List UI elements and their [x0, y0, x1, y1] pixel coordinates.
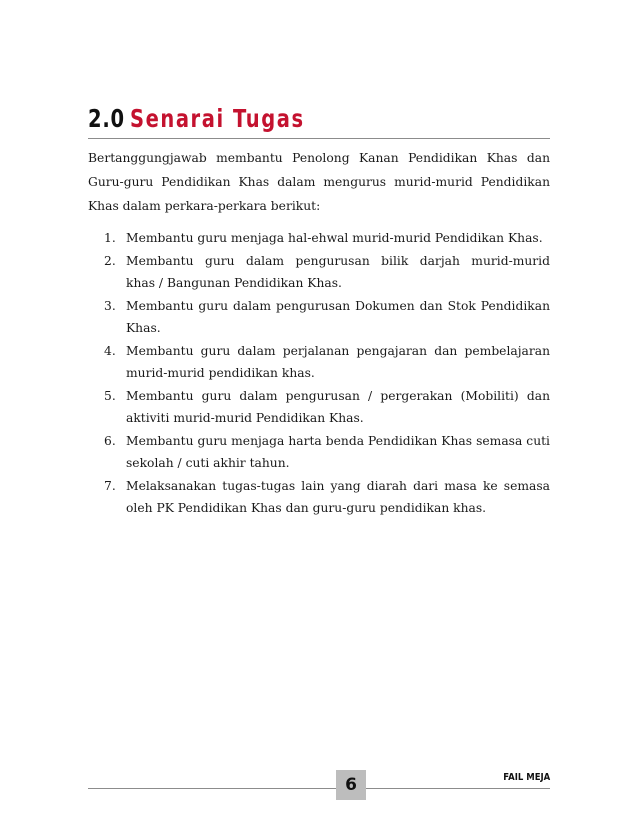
list-item-number: 7.: [104, 478, 116, 493]
list-item-number: 2.: [104, 253, 116, 268]
section-title: Senarai Tugas: [130, 104, 305, 133]
intro-line: Guru-guru Pendidikan Khas dalam mengurus murid-murid Pendidikan: [88, 175, 550, 189]
list-item-line: aktiviti murid-murid Pendidikan Khas.: [126, 411, 364, 425]
list-item-line: sekolah / cuti akhir tahun.: [126, 456, 290, 470]
list-item-number: 4.: [104, 343, 116, 358]
list-item: [104, 340, 550, 385]
intro-paragraph: [88, 146, 550, 218]
list-item-line: murid-murid pendidikan khas.: [126, 366, 315, 380]
intro-line: Bertanggungjawab membantu Penolong Kanan Pendidikan Khas dan: [88, 151, 550, 165]
list-item-line: Membantu guru dalam pengurusan Dokumen dan Stok Pendidikan: [126, 298, 550, 313]
intro-line: Khas dalam perkara-perkara berikut:: [88, 199, 321, 213]
list-item-number: 5.: [104, 388, 116, 403]
list-item-number: 6.: [104, 433, 116, 448]
list-item: [104, 227, 550, 250]
list-item-line: Membantu guru menjaga hal-ehwal murid-murid Pendidikan Khas.: [126, 231, 543, 245]
section-number: 2.0: [88, 104, 125, 133]
list-item-line: Membantu guru dalam pengurusan bilik darjah murid-murid: [126, 253, 550, 268]
footer-divider: [88, 788, 550, 789]
section-heading: [88, 104, 550, 139]
task-list: [104, 227, 550, 520]
list-item-line: Melaksanakan tugas-tugas lain yang diarah dari masa ke semasa: [126, 478, 550, 493]
page-number: 6: [336, 770, 366, 800]
list-item-line: Membantu guru menjaga harta benda Pendidikan Khas semasa cuti: [126, 433, 550, 448]
list-item-line: khas / Bangunan Pendidikan Khas.: [126, 276, 342, 290]
list-item: [104, 250, 550, 295]
list-item: [104, 385, 550, 430]
list-item: [104, 295, 550, 340]
list-item-line: Khas.: [126, 321, 161, 335]
list-item-line: oleh PK Pendidikan Khas dan guru-guru pendidikan khas.: [126, 501, 487, 515]
list-item: [104, 475, 550, 520]
footer-label: FAIL MEJA: [503, 772, 550, 783]
list-item-line: Membantu guru dalam perjalanan pengajaran dan pembelajaran: [126, 343, 550, 358]
list-item-number: 3.: [104, 298, 116, 313]
list-item-line: Membantu guru dalam pengurusan / pergerakan (Mobiliti) dan: [126, 388, 550, 403]
list-item-number: 1.: [104, 231, 116, 245]
list-item: [104, 430, 550, 475]
